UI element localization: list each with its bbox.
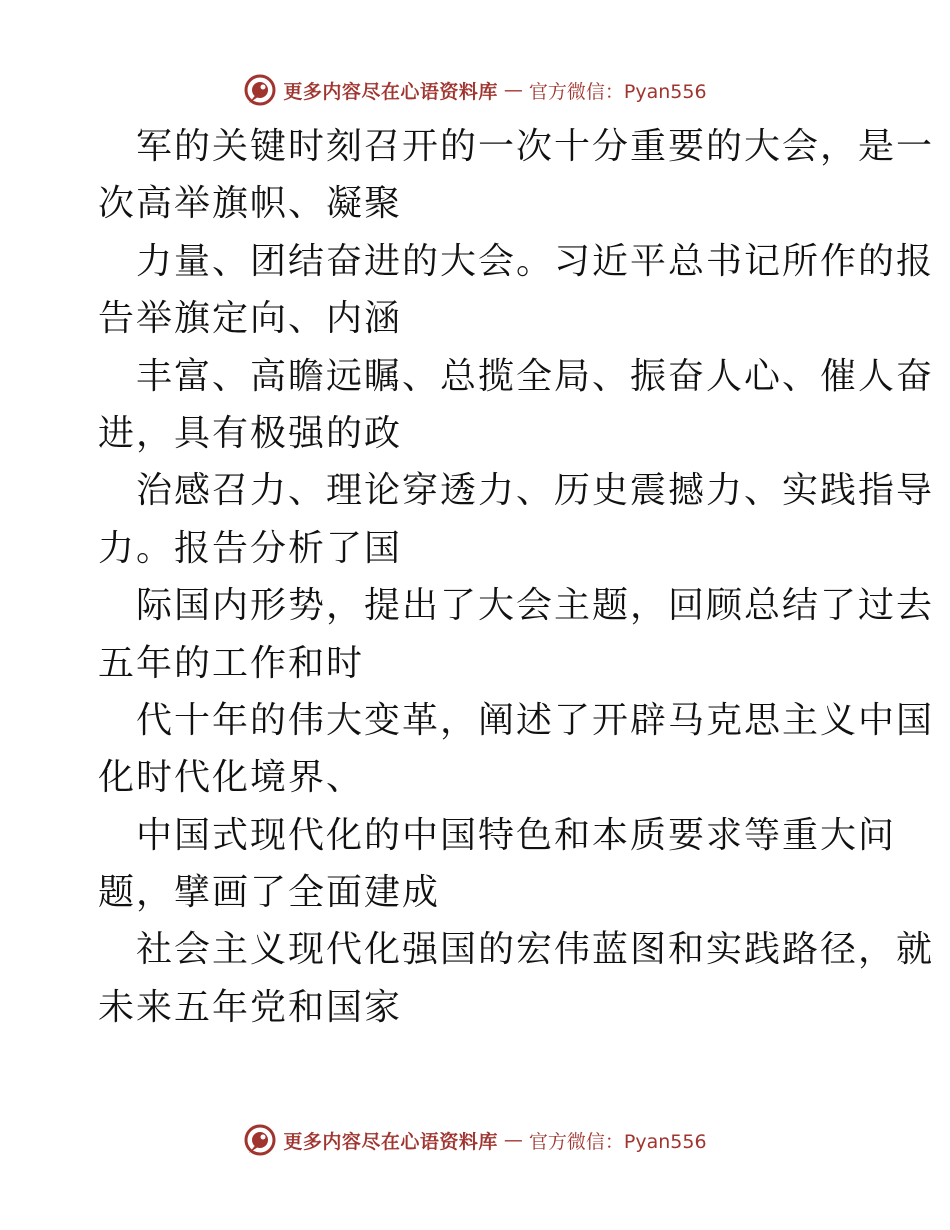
text-line: 未来五年党和国家 — [98, 986, 403, 1028]
text-line: 力量、团结奋进的大会。习近平总书记所作的报 — [136, 240, 935, 282]
text-line: 治感召力、理论穿透力、历史震撼力、实践指导 — [136, 470, 935, 512]
pen-nib-logo-icon — [243, 1123, 277, 1157]
text-line: 军的关键时刻召开的一次十分重要的大会，是一 — [136, 126, 935, 167]
text-line: 中国式现代化的中国特色和本质要求等重大问 — [136, 814, 897, 856]
text-line: 题，擘画了全面建成 — [98, 872, 441, 914]
banner-wechat: 官方微信：Pyan556 — [528, 80, 707, 103]
pen-nib-logo-icon — [243, 73, 277, 107]
banner-text: 更多内容尽在心语资料库 — [283, 80, 498, 103]
text-line: 代十年的伟大变革，阐述了开辟马克思主义中国 — [136, 699, 935, 741]
banner-text: 更多内容尽在心语资料库 — [283, 1130, 498, 1153]
text-line: 告举旗定向、内涵 — [98, 298, 403, 340]
text-line: 化时代化境界、 — [98, 757, 365, 799]
text-line: 际国内形势，提出了大会主题，回顾总结了过去 — [136, 585, 935, 627]
text-line: 进，具有极强的政 — [98, 412, 403, 454]
header-banner — [0, 70, 950, 110]
banner-wechat: 官方微信：Pyan556 — [528, 1130, 707, 1153]
footer-banner — [0, 1120, 950, 1160]
text-line: 丰富、高瞻远瞩、总揽全局、振奋人心、催人奋 — [136, 355, 935, 397]
text-line: 力。报告分析了国 — [98, 527, 403, 569]
text-line: 次高举旗帜、凝聚 — [98, 183, 403, 225]
text-line: 社会主义现代化强国的宏伟蓝图和实践路径，就 — [136, 929, 935, 971]
document-body — [98, 118, 935, 1036]
banner-separator: — — [503, 79, 523, 101]
banner-separator: — — [503, 1129, 523, 1151]
text-line: 五年的工作和时 — [98, 642, 365, 684]
